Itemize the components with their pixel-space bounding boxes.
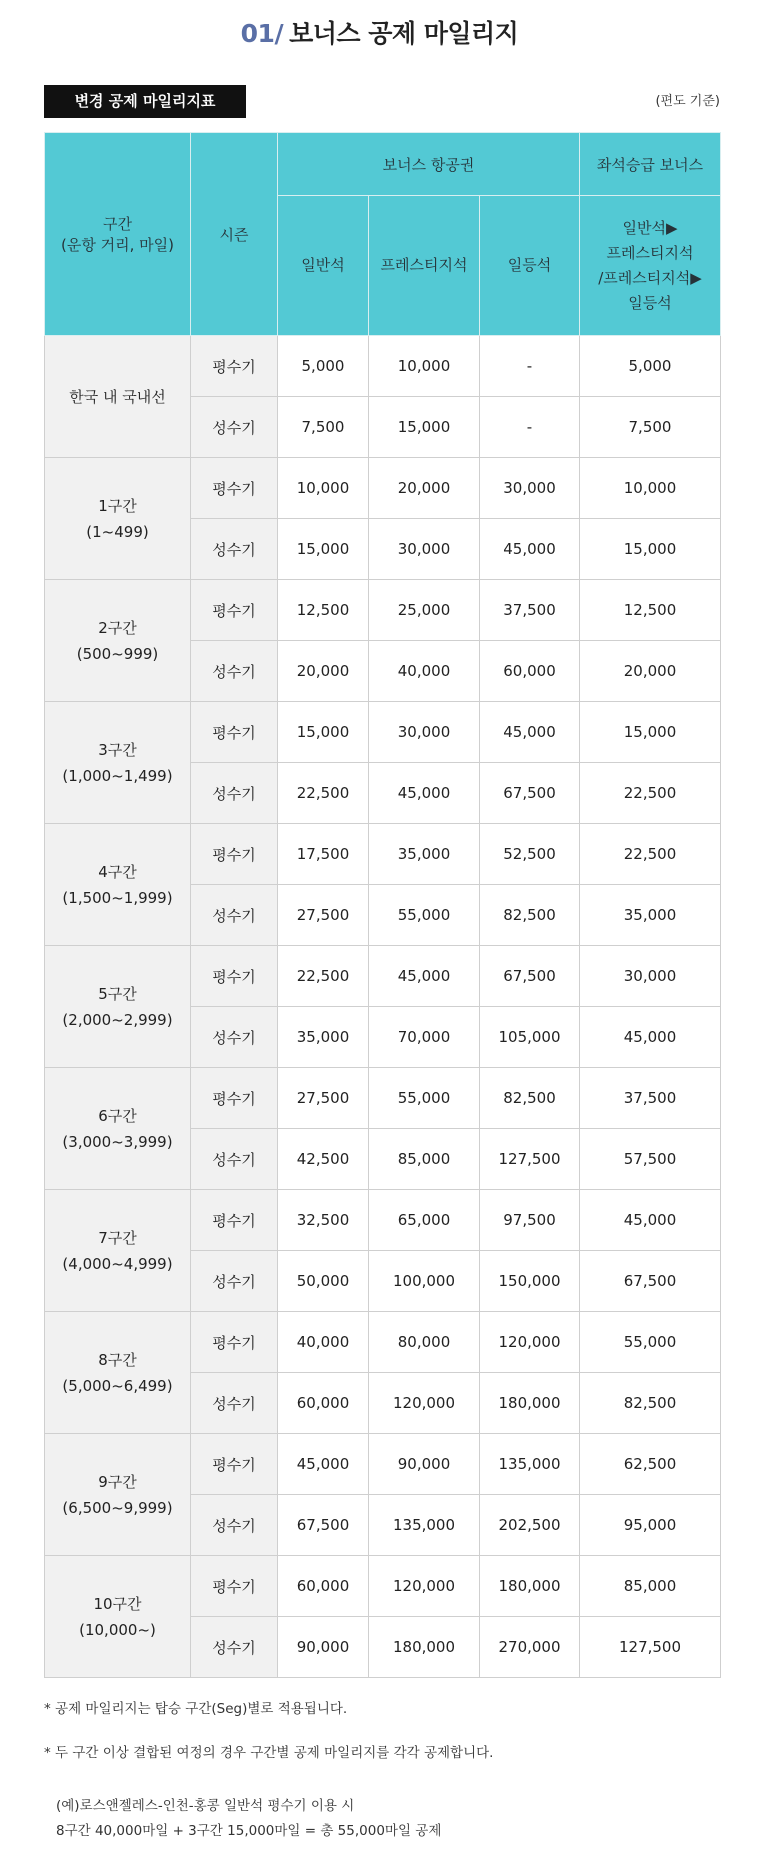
zone-range: (4,000~4,999) bbox=[62, 1254, 173, 1273]
prestige-cell: 30,000 bbox=[369, 702, 480, 763]
economy-cell: 20,000 bbox=[278, 641, 369, 702]
prestige-cell: 25,000 bbox=[369, 580, 480, 641]
header-prestige: 프레스티지석 bbox=[369, 196, 480, 336]
first-cell: 180,000 bbox=[480, 1556, 580, 1617]
season-cell: 성수기 bbox=[191, 1373, 278, 1434]
economy-cell: 22,500 bbox=[278, 946, 369, 1007]
upgrade-cell: 37,500 bbox=[580, 1068, 721, 1129]
season-cell: 평수기 bbox=[191, 458, 278, 519]
header-zone-label: 구간 bbox=[103, 215, 132, 233]
upgrade-cell: 15,000 bbox=[580, 519, 721, 580]
zone-cell bbox=[45, 824, 191, 946]
economy-cell: 32,500 bbox=[278, 1190, 369, 1251]
table-row bbox=[45, 702, 721, 763]
prestige-cell: 15,000 bbox=[369, 397, 480, 458]
prestige-cell: 70,000 bbox=[369, 1007, 480, 1068]
zone-cell bbox=[45, 946, 191, 1068]
table-row bbox=[45, 946, 721, 1007]
zone-name: 5구간 bbox=[98, 984, 137, 1003]
note-seg: * 공제 마일리지는 탑승 구간(Seg)별로 적용됩니다. bbox=[44, 1701, 348, 1717]
first-cell: 127,500 bbox=[480, 1129, 580, 1190]
economy-cell: 67,500 bbox=[278, 1495, 369, 1556]
first-cell: 82,500 bbox=[480, 1068, 580, 1129]
prestige-cell: 55,000 bbox=[369, 885, 480, 946]
prestige-cell: 30,000 bbox=[369, 519, 480, 580]
header-first: 일등석 bbox=[480, 196, 580, 336]
upgrade-cell: 45,000 bbox=[580, 1190, 721, 1251]
prestige-cell: 55,000 bbox=[369, 1068, 480, 1129]
economy-cell: 27,500 bbox=[278, 1068, 369, 1129]
economy-cell: 27,500 bbox=[278, 885, 369, 946]
table-row bbox=[45, 580, 721, 641]
prestige-cell: 180,000 bbox=[369, 1617, 480, 1678]
first-cell: - bbox=[480, 336, 580, 397]
economy-cell: 60,000 bbox=[278, 1556, 369, 1617]
first-cell: 202,500 bbox=[480, 1495, 580, 1556]
table-label: 변경 공제 마일리지표 bbox=[44, 85, 246, 118]
zone-name: 1구간 bbox=[98, 496, 137, 515]
first-cell: 37,500 bbox=[480, 580, 580, 641]
zone-name: 한국 내 국내선 bbox=[69, 387, 166, 406]
season-cell: 평수기 bbox=[191, 1190, 278, 1251]
first-cell: 45,000 bbox=[480, 519, 580, 580]
upgrade-cell: 45,000 bbox=[580, 1007, 721, 1068]
header-zone bbox=[45, 133, 191, 336]
economy-cell: 15,000 bbox=[278, 519, 369, 580]
zone-range: (5,000~6,499) bbox=[62, 1376, 173, 1395]
upgrade-cell: 20,000 bbox=[580, 641, 721, 702]
first-cell: 150,000 bbox=[480, 1251, 580, 1312]
header-upgrade-line: 일등석 bbox=[628, 293, 672, 312]
season-cell: 성수기 bbox=[191, 1495, 278, 1556]
header-upgrade-bonus: 좌석승급 보너스 bbox=[580, 133, 721, 196]
prestige-cell: 20,000 bbox=[369, 458, 480, 519]
prestige-cell: 135,000 bbox=[369, 1495, 480, 1556]
zone-range: (10,000~) bbox=[79, 1620, 156, 1639]
note-example-line: (예)로스앤젤레스-인천-홍콩 일반석 평수기 이용 시 bbox=[56, 1798, 355, 1814]
header-economy: 일반석 bbox=[278, 196, 369, 336]
zone-name: 10구간 bbox=[93, 1594, 142, 1613]
upgrade-cell: 7,500 bbox=[580, 397, 721, 458]
first-cell: - bbox=[480, 397, 580, 458]
zone-range: (1,000~1,499) bbox=[62, 766, 173, 785]
table-row bbox=[45, 1190, 721, 1251]
first-cell: 120,000 bbox=[480, 1312, 580, 1373]
table-row bbox=[45, 824, 721, 885]
season-cell: 성수기 bbox=[191, 1129, 278, 1190]
upgrade-cell: 55,000 bbox=[580, 1312, 721, 1373]
zone-cell bbox=[45, 1190, 191, 1312]
prestige-cell: 90,000 bbox=[369, 1434, 480, 1495]
header-upgrade-detail bbox=[580, 196, 721, 336]
table-row bbox=[45, 458, 721, 519]
zone-name: 9구간 bbox=[98, 1472, 137, 1491]
first-cell: 30,000 bbox=[480, 458, 580, 519]
prestige-cell: 10,000 bbox=[369, 336, 480, 397]
economy-cell: 60,000 bbox=[278, 1373, 369, 1434]
first-cell: 67,500 bbox=[480, 946, 580, 1007]
season-cell: 평수기 bbox=[191, 824, 278, 885]
upgrade-cell: 82,500 bbox=[580, 1373, 721, 1434]
zone-range: (1,500~1,999) bbox=[62, 888, 173, 907]
zone-name: 6구간 bbox=[98, 1106, 137, 1125]
note-combined: * 두 구간 이상 결합된 여정의 경우 구간별 공제 마일리지를 각각 공제합니다. bbox=[44, 1745, 494, 1761]
zone-range: (6,500~9,999) bbox=[62, 1498, 173, 1517]
first-cell: 270,000 bbox=[480, 1617, 580, 1678]
zone-cell bbox=[45, 336, 191, 458]
season-cell: 성수기 bbox=[191, 1617, 278, 1678]
zone-cell bbox=[45, 702, 191, 824]
header-season: 시즌 bbox=[191, 133, 278, 336]
zone-name: 7구간 bbox=[98, 1228, 137, 1247]
upgrade-cell: 12,500 bbox=[580, 580, 721, 641]
economy-cell: 7,500 bbox=[278, 397, 369, 458]
title-text: 보너스 공제 마일리지 bbox=[289, 19, 519, 48]
table-body bbox=[45, 336, 721, 1678]
prestige-cell: 65,000 bbox=[369, 1190, 480, 1251]
prestige-cell: 40,000 bbox=[369, 641, 480, 702]
prestige-cell: 100,000 bbox=[369, 1251, 480, 1312]
zone-cell bbox=[45, 580, 191, 702]
upgrade-cell: 15,000 bbox=[580, 702, 721, 763]
economy-cell: 35,000 bbox=[278, 1007, 369, 1068]
economy-cell: 15,000 bbox=[278, 702, 369, 763]
economy-cell: 40,000 bbox=[278, 1312, 369, 1373]
economy-cell: 45,000 bbox=[278, 1434, 369, 1495]
zone-cell bbox=[45, 1556, 191, 1678]
table-row bbox=[45, 1068, 721, 1129]
economy-cell: 42,500 bbox=[278, 1129, 369, 1190]
first-cell: 82,500 bbox=[480, 885, 580, 946]
upgrade-cell: 127,500 bbox=[580, 1617, 721, 1678]
season-cell: 평수기 bbox=[191, 580, 278, 641]
economy-cell: 5,000 bbox=[278, 336, 369, 397]
first-cell: 105,000 bbox=[480, 1007, 580, 1068]
zone-name: 2구간 bbox=[98, 618, 137, 637]
season-cell: 성수기 bbox=[191, 1251, 278, 1312]
season-cell: 평수기 bbox=[191, 1434, 278, 1495]
zone-range: (1~499) bbox=[86, 522, 149, 541]
economy-cell: 12,500 bbox=[278, 580, 369, 641]
economy-cell: 10,000 bbox=[278, 458, 369, 519]
table-row bbox=[45, 336, 721, 397]
season-cell: 성수기 bbox=[191, 885, 278, 946]
header-upgrade-line: 프레스티지석 bbox=[606, 243, 694, 262]
upgrade-cell: 22,500 bbox=[580, 824, 721, 885]
note-example-line: 8구간 40,000마일 + 3구간 15,000마일 = 총 55,000마일 공제 bbox=[56, 1823, 442, 1839]
economy-cell: 17,500 bbox=[278, 824, 369, 885]
season-cell: 성수기 bbox=[191, 397, 278, 458]
header-upgrade-line: /프레스티지석▶ bbox=[598, 268, 702, 287]
season-cell: 성수기 bbox=[191, 763, 278, 824]
header-upgrade-line: 일반석▶ bbox=[622, 218, 678, 237]
prestige-cell: 120,000 bbox=[369, 1556, 480, 1617]
zone-cell bbox=[45, 1434, 191, 1556]
zone-cell bbox=[45, 1068, 191, 1190]
zone-range: (2,000~2,999) bbox=[62, 1010, 173, 1029]
title-number: 01/ bbox=[240, 19, 284, 48]
first-cell: 135,000 bbox=[480, 1434, 580, 1495]
upgrade-cell: 67,500 bbox=[580, 1251, 721, 1312]
upgrade-cell: 95,000 bbox=[580, 1495, 721, 1556]
page-title bbox=[0, 14, 759, 50]
season-cell: 성수기 bbox=[191, 519, 278, 580]
season-cell: 평수기 bbox=[191, 1312, 278, 1373]
zone-name: 8구간 bbox=[98, 1350, 137, 1369]
first-cell: 97,500 bbox=[480, 1190, 580, 1251]
zone-name: 4구간 bbox=[98, 862, 137, 881]
prestige-cell: 80,000 bbox=[369, 1312, 480, 1373]
season-cell: 평수기 bbox=[191, 1068, 278, 1129]
first-cell: 45,000 bbox=[480, 702, 580, 763]
zone-cell bbox=[45, 458, 191, 580]
upgrade-cell: 35,000 bbox=[580, 885, 721, 946]
upgrade-cell: 57,500 bbox=[580, 1129, 721, 1190]
season-cell: 성수기 bbox=[191, 641, 278, 702]
table-row bbox=[45, 1434, 721, 1495]
basis-note: (편도 기준) bbox=[655, 94, 720, 109]
table-row bbox=[45, 1556, 721, 1617]
season-cell: 평수기 bbox=[191, 1556, 278, 1617]
upgrade-cell: 62,500 bbox=[580, 1434, 721, 1495]
first-cell: 180,000 bbox=[480, 1373, 580, 1434]
first-cell: 52,500 bbox=[480, 824, 580, 885]
economy-cell: 90,000 bbox=[278, 1617, 369, 1678]
prestige-cell: 35,000 bbox=[369, 824, 480, 885]
first-cell: 67,500 bbox=[480, 763, 580, 824]
upgrade-cell: 30,000 bbox=[580, 946, 721, 1007]
season-cell: 평수기 bbox=[191, 702, 278, 763]
economy-cell: 22,500 bbox=[278, 763, 369, 824]
header-zone-sub: (운항 거리, 마일) bbox=[61, 236, 174, 254]
prestige-cell: 120,000 bbox=[369, 1373, 480, 1434]
zone-range: (3,000~3,999) bbox=[62, 1132, 173, 1151]
first-cell: 60,000 bbox=[480, 641, 580, 702]
prestige-cell: 85,000 bbox=[369, 1129, 480, 1190]
season-cell: 성수기 bbox=[191, 1007, 278, 1068]
header-bonus-ticket: 보너스 항공권 bbox=[278, 133, 580, 196]
zone-name: 3구간 bbox=[98, 740, 137, 759]
upgrade-cell: 85,000 bbox=[580, 1556, 721, 1617]
prestige-cell: 45,000 bbox=[369, 763, 480, 824]
zone-range: (500~999) bbox=[76, 644, 159, 663]
upgrade-cell: 10,000 bbox=[580, 458, 721, 519]
upgrade-cell: 22,500 bbox=[580, 763, 721, 824]
zone-cell bbox=[45, 1312, 191, 1434]
season-cell: 평수기 bbox=[191, 946, 278, 1007]
prestige-cell: 45,000 bbox=[369, 946, 480, 1007]
economy-cell: 50,000 bbox=[278, 1251, 369, 1312]
upgrade-cell: 5,000 bbox=[580, 336, 721, 397]
table-header bbox=[45, 133, 721, 336]
season-cell: 평수기 bbox=[191, 336, 278, 397]
table-row bbox=[45, 1312, 721, 1373]
deduction-table bbox=[44, 132, 721, 1678]
